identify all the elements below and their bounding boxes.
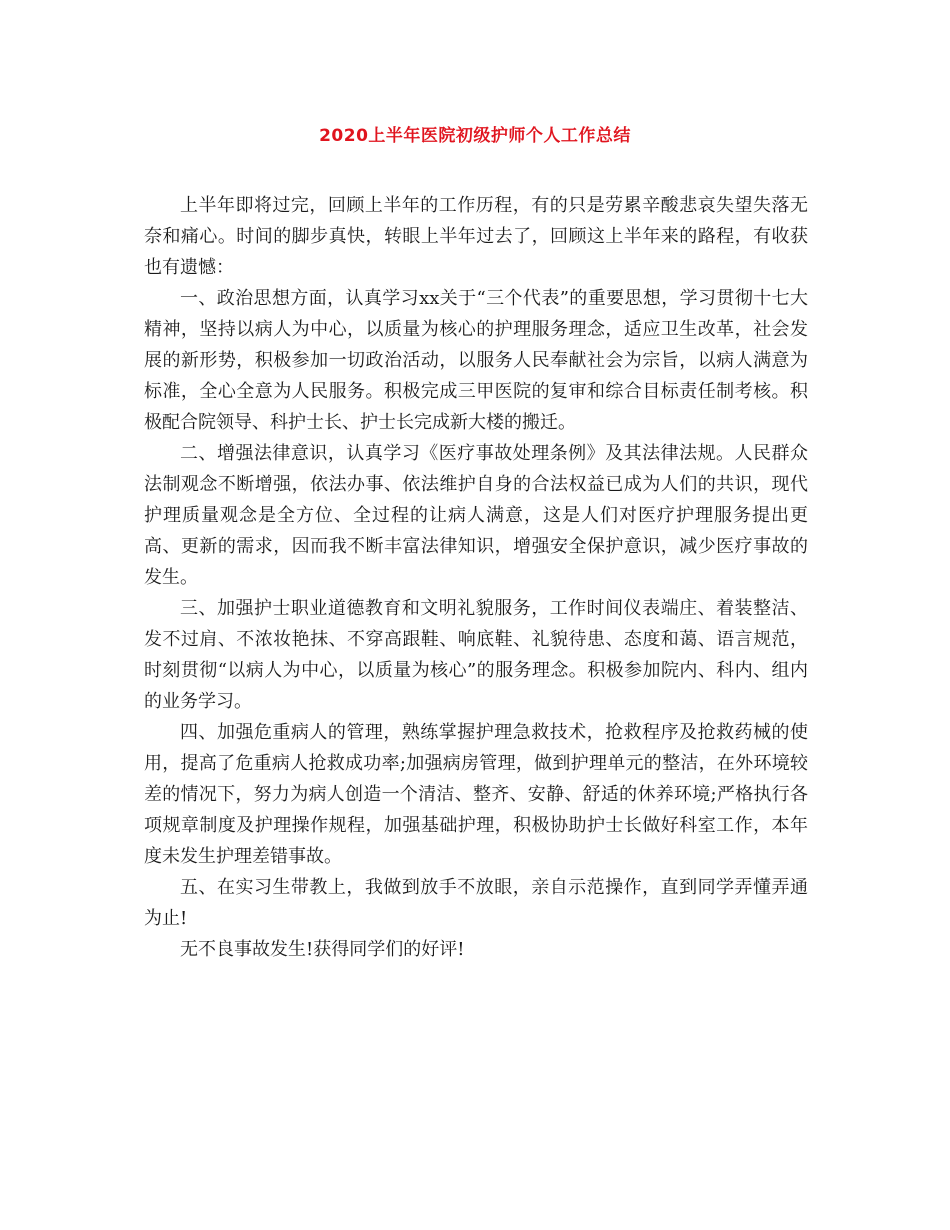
paragraph-politics: 一、政治思想方面，认真学习xx关于“三个代表”的重要思想，学习贯彻十七大精神，坚持以病人为中心，以质量为核心的护理服务理念，适应卫生改革，社会发展的新形势，积极参加一切政治活动，以服务人民奉献社会为宗旨，以病人满意为标准，全心全意为人民服务。积极完成三甲医院的复审和综合目标责任制考核。积极配合院领导、科护士长、护士长完成新大楼的搬迁。 xyxy=(144,288,808,433)
paragraph-law: 二、增强法律意识，认真学习《医疗事故处理条例》及其法律法规。人民群众法制观念不断增强，依法办事、依法维护自身的合法权益已成为人们的共识，现代护理质量观念是全方位、全过程的让病人满意，这是人们对医疗护理服务提出更高、更新的需求，因而我不断丰富法律知识，增强安全保护意识，减少医疗事故的发生。 xyxy=(144,443,808,588)
paragraph-critical-care: 四、加强危重病人的管理，熟练掌握护理急救技术，抢救程序及抢救药械的使用，提高了危重病人抢救成功率;加强病房管理，做到护理单元的整洁，在外环境较差的情况下，努力为病人创造一个清洁、整齐、安静、舒适的休养环境;严格执行各项规章制度及护理操作规程，加强基础护理，积极协助护士长做好科室工作，本年度未发生护理差错事故。 xyxy=(144,722,808,867)
paragraph-conclusion: 无不良事故发生!获得同学们的好评! xyxy=(180,939,465,960)
paragraph-ethics: 三、加强护士职业道德教育和文明礼貌服务，工作时间仪表端庄、着装整洁、发不过肩、不浓妆艳抹、不穿高跟鞋、响底鞋、礼貌待患、态度和蔼、语言规范，时刻贯彻“以病人为中心，以质量为核心”的服务理念。积极参加院内、科内、组内的业务学习。 xyxy=(144,598,808,712)
paragraph-intro: 上半年即将过完，回顾上半年的工作历程，有的只是劳累辛酸悲哀失望失落无奈和痛心。时间的脚步真快，转眼上半年过去了，回顾这上半年来的路程，有收获也有遗憾： xyxy=(144,195,808,278)
paragraph-teaching: 五、在实习生带教上，我做到放手不放眼，亲自示范操作，直到同学弄懂弄通为止! xyxy=(144,877,808,929)
document-body xyxy=(144,190,808,965)
document-title: 2020上半年医院初级护师个人工作总结 xyxy=(319,126,631,146)
